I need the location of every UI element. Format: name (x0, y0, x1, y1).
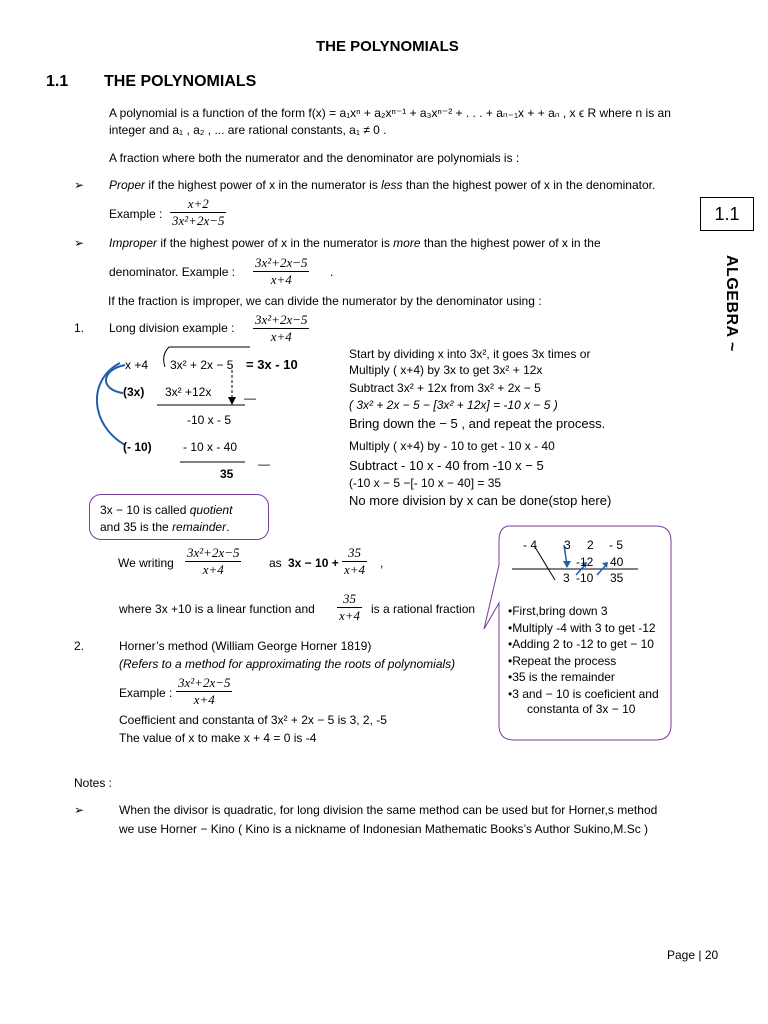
notes-line-1: When the divisor is quadratic, for long division the same method can be used but for Horner,s method (119, 803, 658, 817)
callout-line (100, 503, 232, 517)
horner-result: 3 (563, 571, 570, 585)
writing-quotient: 3x − 10 + (288, 556, 339, 570)
step1-factor: (3x) (123, 385, 145, 399)
improper-example-fraction (253, 255, 309, 288)
list-item: • 3 and − 10 is coeficient and (508, 686, 659, 703)
division-note: Bring down the − 5 , and repeat the process. (349, 416, 606, 431)
horner-number: 2. (74, 639, 85, 653)
fraction-denominator: x+4 (185, 561, 241, 578)
notes-label: Notes : (74, 776, 113, 790)
fraction-numerator: 35 (348, 545, 362, 560)
long-division-label: Long division example : (109, 321, 235, 335)
fraction-definition: A fraction where both the numerator and the denominator are polynomials is : (109, 151, 520, 165)
fraction-denominator: x+4 (253, 271, 309, 288)
horner-coef-line: Coefficient and constanta of 3x² + 2x − 5 is 3, 2, -5 (119, 713, 387, 727)
page-separator: | (698, 948, 702, 962)
step1-remainder: -10 x - 5 (187, 413, 232, 427)
chapter-side-label: ALGEBRA ~ (723, 255, 740, 352)
proper-text-b: than the highest power of x in the denominator. (402, 178, 656, 192)
intro-line-1: A polynomial is a function of the form f(x) = a₁xⁿ + a₂xⁿ⁻¹ + a₃xⁿ⁻² + . . . + aₙ₋₁x + + aₙ , x ϵ R where n is an (109, 106, 671, 120)
proper-example-label: Example : (109, 207, 163, 221)
division-note: ( 3x² + 2x − 5 − [3x² + 12x] = -10 x − 5 ) (349, 398, 558, 412)
horner-step-continuation: constanta of 3x − 10 (527, 702, 636, 716)
quotient-callout (89, 494, 269, 540)
list-item: • First,bring down 3 (508, 603, 659, 620)
improper-term: Improper (109, 236, 158, 250)
horner-steps-list (508, 603, 659, 702)
blue-loop-arrow (97, 363, 125, 445)
horner-coef: 2 (587, 538, 594, 552)
horner-product: 40 (610, 555, 624, 569)
fraction-numerator: 35 (343, 591, 357, 606)
horner-title: Horner’s method (William George Horner 1819) (119, 639, 372, 653)
fraction-numerator: 3x²+2x−5 (187, 545, 240, 560)
bullet-marker: ➢ (74, 178, 85, 192)
improper-note: If the fraction is improper, we can divide the numerator by the denominator using : (108, 294, 542, 308)
horner-subtitle: (Refers to a method for approximating the roots of polynomials) (119, 657, 456, 671)
fraction-denominator: x+4 (176, 691, 232, 708)
section-badge: 1.1 (700, 197, 754, 231)
callout-emph: remainder (172, 520, 227, 534)
step1-product: 3x² +12x (165, 385, 212, 399)
proper-emph: less (381, 178, 403, 192)
division-note: Subtract 3x² + 12x from 3x² + 2x − 5 (349, 381, 541, 395)
quotient-result: = 3x - 10 (246, 357, 298, 372)
proper-text-a: if the highest power of x in the numerator is (145, 178, 382, 192)
callout-text: and 35 is the (100, 520, 173, 534)
notes-line-2: we use Horner − Kino ( Kino is a nickname of Indonesian Mathematic Books’s Author Sukino,M.Sc ) (119, 822, 649, 836)
horner-result: -10 (576, 571, 594, 585)
horner-value-line: The value of x to make x + 4 = 0 is -4 (119, 731, 317, 745)
bullet-marker: ➢ (74, 803, 85, 817)
division-note: Subtract - 10 x - 40 from -10 x − 5 (349, 458, 544, 473)
step1-dash: — (244, 391, 256, 405)
step2-dash: — (258, 457, 270, 471)
proper-definition (109, 178, 655, 192)
section-number: 1.1 (46, 73, 69, 90)
long-division-number: 1. (74, 321, 85, 335)
list-item: • Adding 2 to -12 to get − 10 (508, 636, 659, 653)
page-label: Page (667, 948, 696, 962)
step2-factor: (- 10) (123, 440, 152, 454)
improper-emph: more (393, 236, 421, 250)
step2-product: - 10 x - 40 (183, 440, 238, 454)
list-item: • Repeat the process (508, 653, 659, 670)
page-number: 20 (704, 948, 719, 962)
page-title: THE POLYNOMIALS (316, 38, 459, 55)
dividend: 3x² + 2x − 5 (170, 358, 234, 372)
callout-emph: quotient (189, 503, 233, 517)
proper-example-fraction (170, 196, 226, 229)
improper-definition (109, 236, 601, 250)
fraction-denominator: x+4 (253, 328, 309, 345)
horner-product: -12 (576, 555, 594, 569)
callout-line (100, 520, 229, 534)
improper-text-b: than the highest power of x in the (420, 236, 601, 250)
improper-line-2: denominator. Example : (109, 265, 236, 279)
list-item: • 35 is the remainder (508, 669, 659, 686)
where-text-b: is a rational fraction (371, 602, 476, 616)
division-note: Start by dividing x into 3x², it goes 3x times or (349, 347, 591, 361)
writing-remainder-fraction (342, 545, 367, 578)
writing-label: We writing (118, 556, 174, 570)
list-item: • Multiply -4 with 3 to get -12 (508, 620, 659, 637)
where-text-a: where 3x +10 is a linear function and (119, 602, 315, 616)
fraction-denominator: x+4 (344, 562, 366, 577)
division-note: (-10 x − 5 −[- 10 x − 40] = 35 (349, 476, 502, 490)
improper-text-a: if the highest power of x in the numerator is (157, 236, 394, 250)
writing-comma: , (380, 556, 384, 570)
horner-example-fraction (176, 675, 232, 708)
division-note: No more division by x can be done(stop here) (349, 493, 612, 508)
fraction-numerator: 3x²+2x−5 (255, 255, 308, 270)
improper-dot: . (330, 265, 334, 279)
callout-text: 3x − 10 is called (100, 503, 190, 517)
horner-coef: - 5 (609, 538, 624, 552)
callout-text: . (226, 520, 230, 534)
horner-coef: 3 (564, 538, 571, 552)
page-footer (667, 948, 718, 962)
writing-as: as (269, 556, 282, 570)
division-remainder: 35 (220, 467, 234, 481)
fraction-numerator: x+2 (187, 196, 209, 211)
fraction-denominator: x+4 (339, 608, 361, 623)
writing-fraction (185, 545, 241, 578)
proper-term: Proper (109, 178, 146, 192)
where-fraction (337, 591, 362, 624)
long-division-fraction (253, 312, 309, 345)
horner-result: 35 (610, 571, 624, 585)
horner-root: - 4 (523, 538, 538, 552)
fraction-denominator: 3x²+2x−5 (172, 213, 225, 228)
divisor: x +4 (125, 358, 149, 372)
bullet-marker: ➢ (74, 236, 85, 250)
horner-example-label: Example : (119, 686, 173, 700)
intro-line-2: integer and a₁ , a₂ , ... are rational constants, a₁ ≠ 0 . (109, 123, 387, 137)
section-title: THE POLYNOMIALS (104, 73, 257, 90)
division-note: Multiply ( x+4) by 3x to get 3x² + 12x (349, 363, 543, 377)
division-note: Multiply ( x+4) by - 10 to get - 10 x - 40 (349, 439, 555, 453)
fraction-numerator: 3x²+2x−5 (178, 675, 231, 690)
fraction-numerator: 3x²+2x−5 (255, 312, 308, 327)
